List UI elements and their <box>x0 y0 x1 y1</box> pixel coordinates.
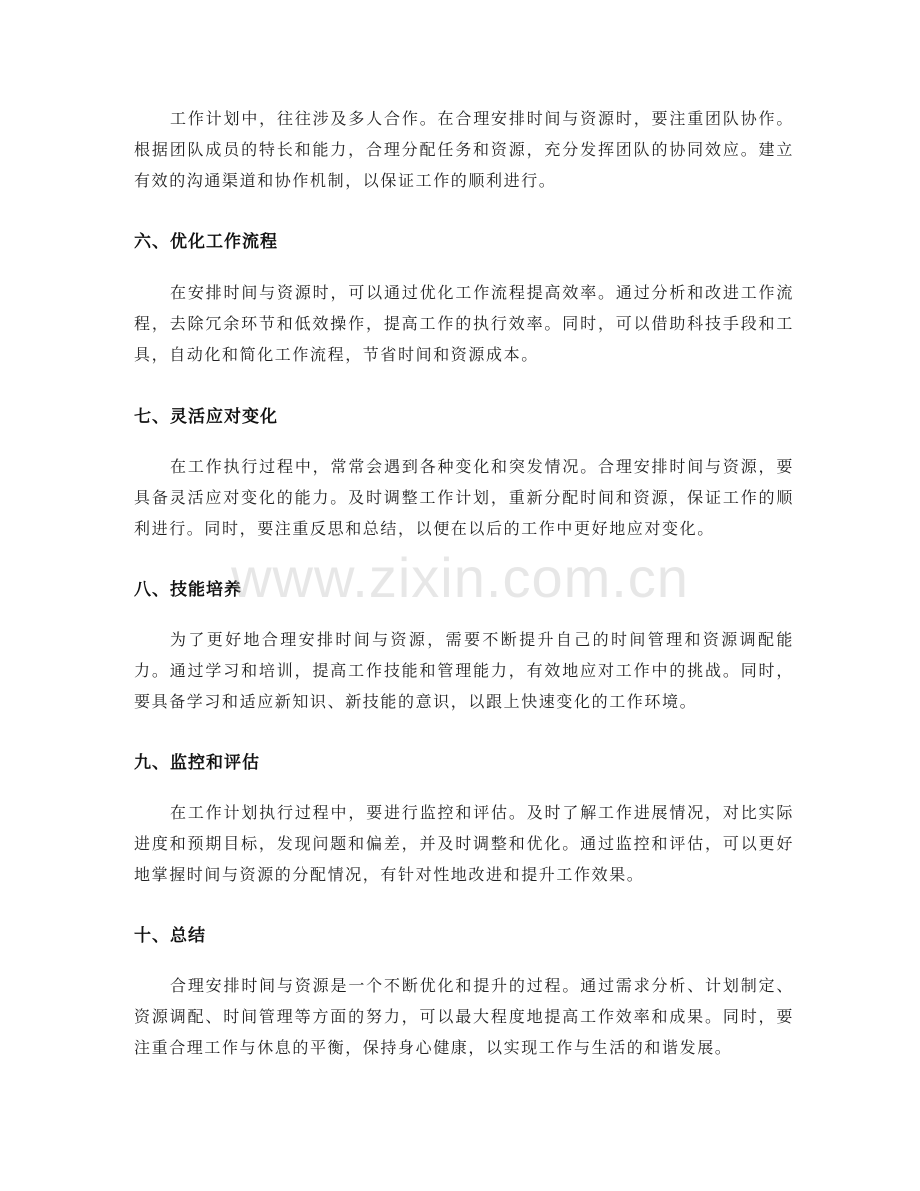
section-body-7: 在工作执行过程中，常常会遇到各种变化和突发情况。合理安排时间与资源，要具备灵活应对变化的能力。及时调整工作计划，重新分配时间和资源，保证工作的顺利进行。同时，要注重反思和总结，以便在以后的工作中更好地应对变化。 <box>134 457 794 538</box>
section-heading-8: 八、技能培养 <box>134 580 242 600</box>
section-heading-7: 七、灵活应对变化 <box>134 407 278 427</box>
section-heading-6: 六、优化工作流程 <box>134 232 278 252</box>
section-body-9: 在工作计划执行过程中，要进行监控和评估。及时了解工作进展情况，对比实际进度和预期目标，发现问题和偏差，并及时调整和优化。通过监控和评估，可以更好地掌握时间与资源的分配情况，有针对性地改进和提升工作效果。 <box>134 803 794 884</box>
section-body-8: 为了更好地合理安排时间与资源，需要不断提升自己的时间管理和资源调配能力。通过学习和培训，提高工作技能和管理能力，有效地应对工作中的挑战。同时，要具备学习和适应新知识、新技能的意识，以跟上快速变化的工作环境。 <box>134 630 794 711</box>
section-body-6: 在安排时间与资源时，可以通过优化工作流程提高效率。通过分析和改进工作流程，去除冗余环节和低效操作，提高工作的执行效率。同时，可以借助科技手段和工具，自动化和简化工作流程，节省时间和资源成本。 <box>134 283 794 364</box>
site-watermark: www.zixin.com.cn <box>231 546 689 609</box>
intro-paragraph: 工作计划中，往往涉及多人合作。在合理安排时间与资源时，要注重团队协作。根据团队成员的特长和能力，合理分配任务和资源，充分发挥团队的协同效应。建立有效的沟通渠道和协作机制，以保证工作的顺利进行。 <box>134 109 794 190</box>
section-body-10: 合理安排时间与资源是一个不断优化和提升的过程。通过需求分析、计划制定、资源调配、时间管理等方面的努力，可以最大程度地提高工作效率和成果。同时，要注重合理工作与休息的平衡，保持身心健康，以实现工作与生活的和谐发展。 <box>134 976 794 1057</box>
section-heading-9: 九、监控和评估 <box>134 753 260 773</box>
section-heading-10: 十、总结 <box>134 926 206 946</box>
